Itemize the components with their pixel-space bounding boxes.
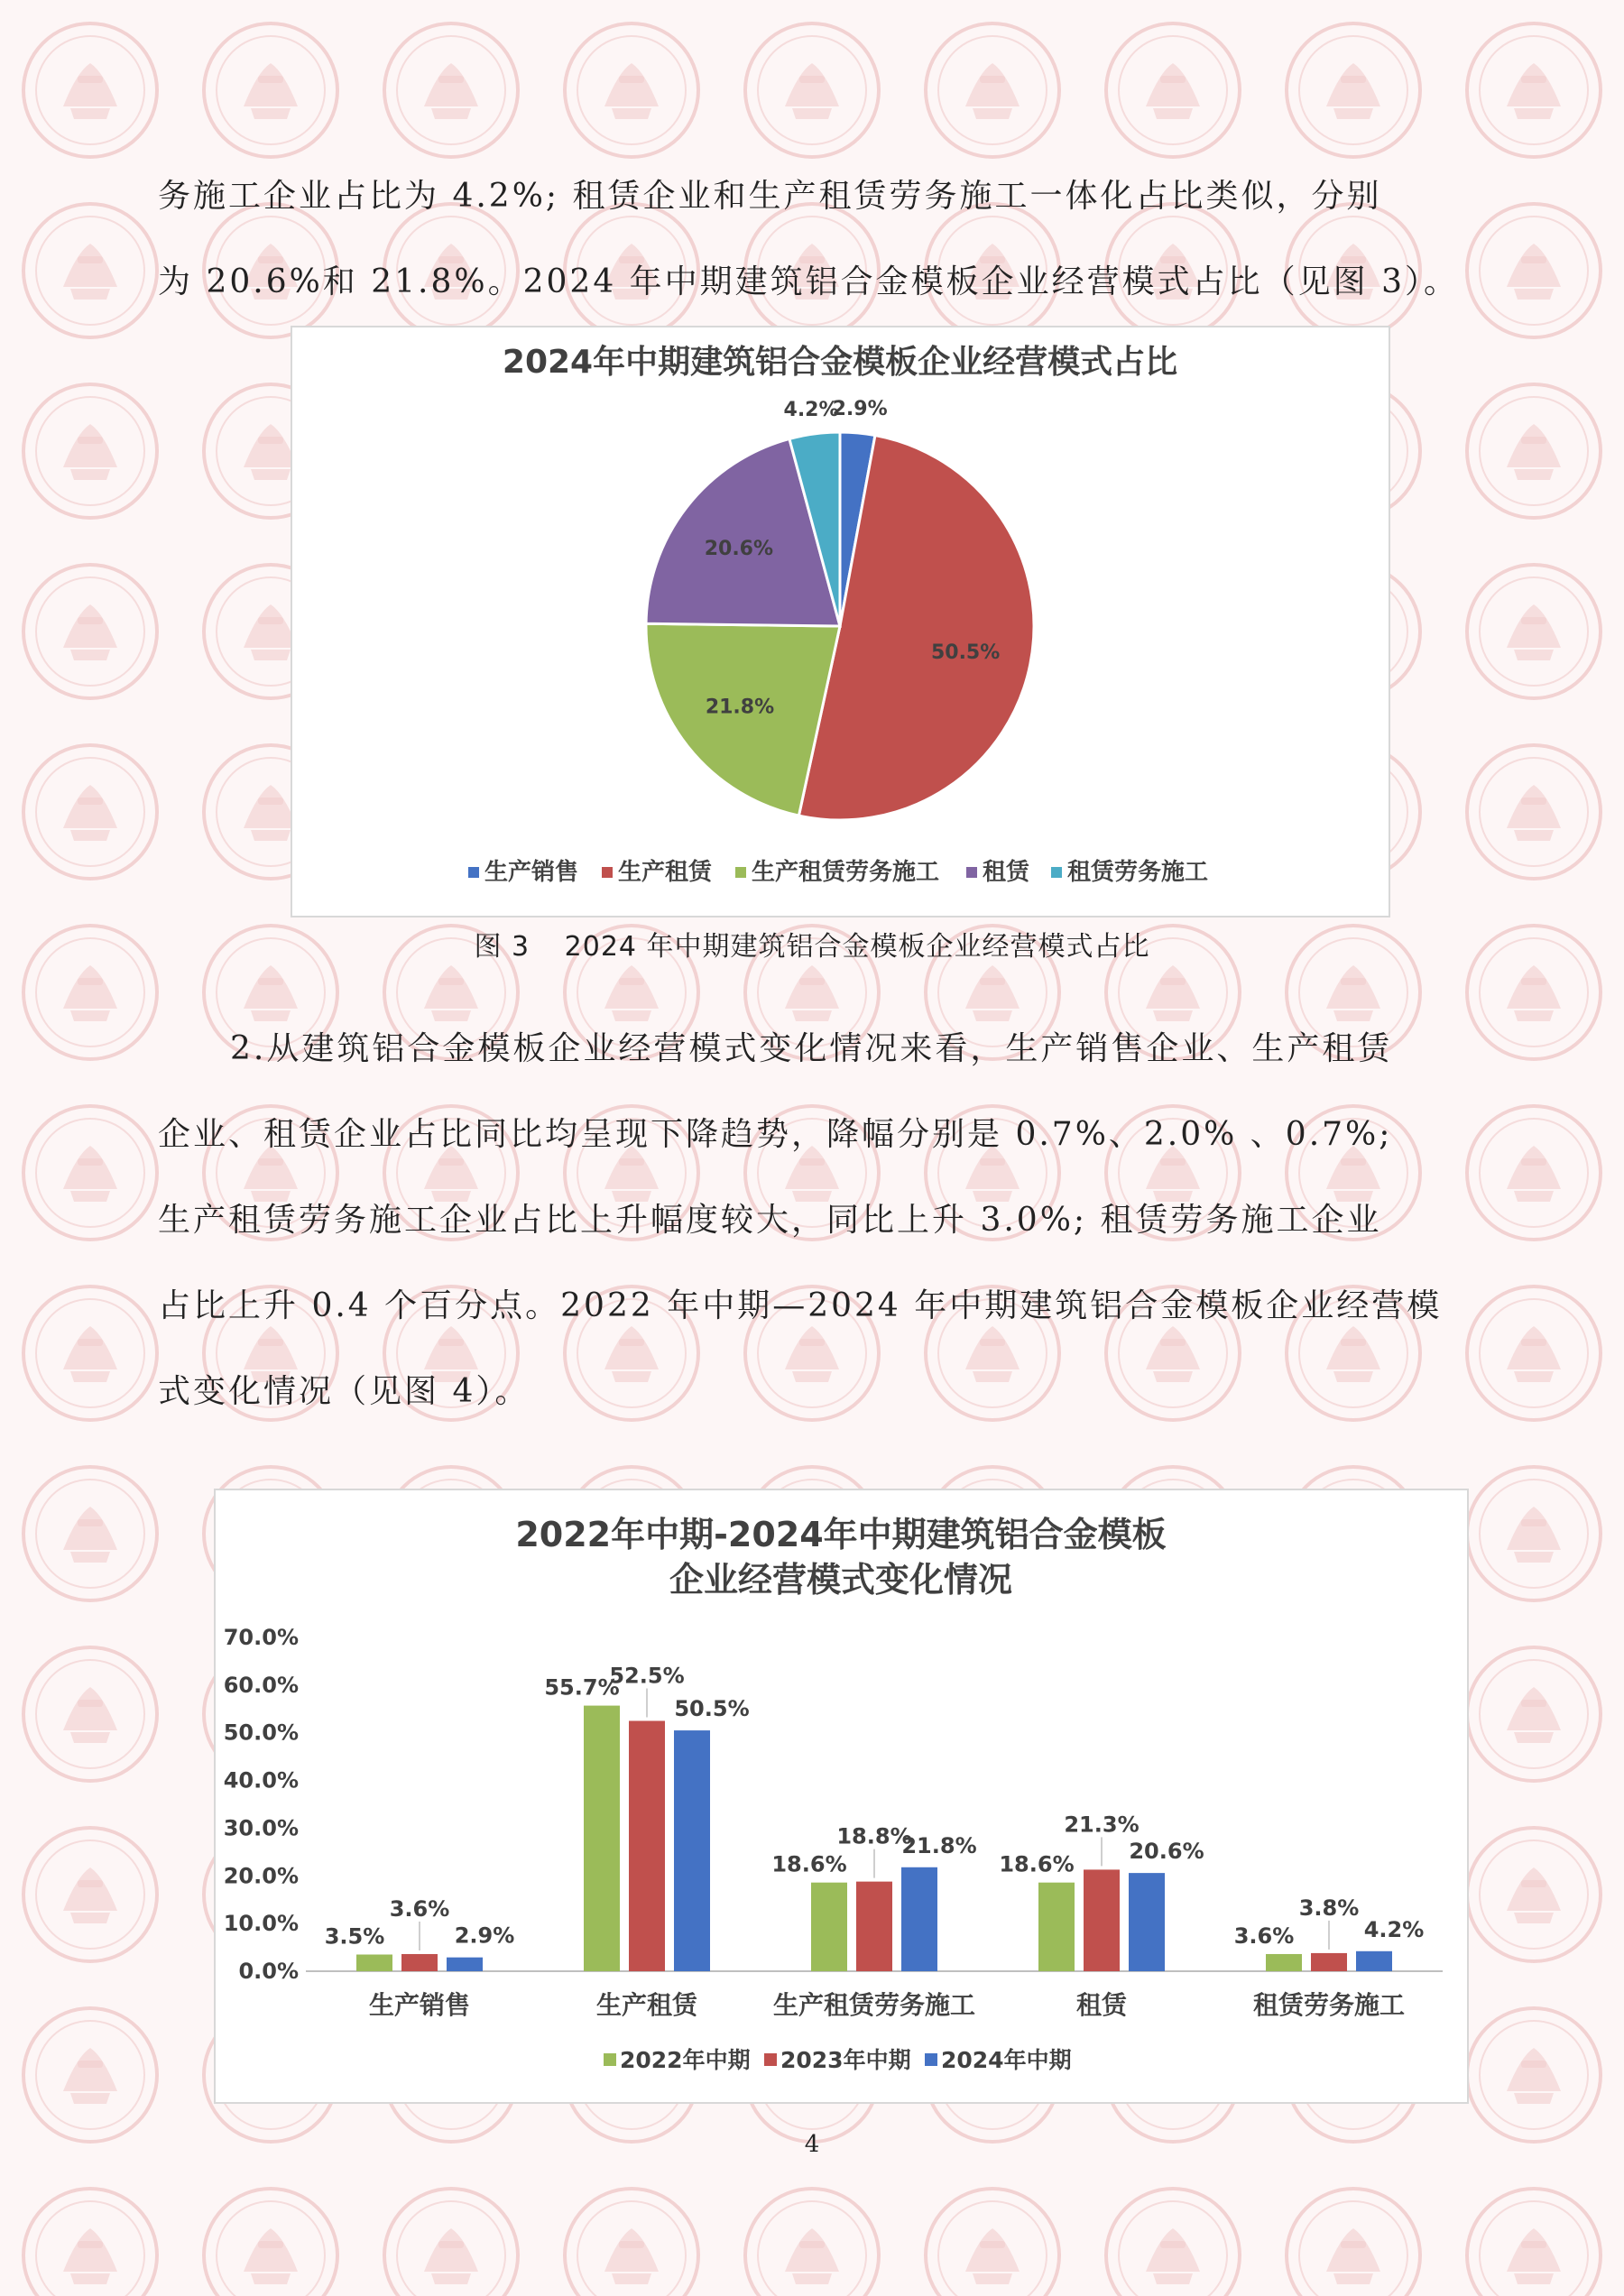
bar-data-label: 18.6%: [771, 1851, 847, 1877]
pie-legend-swatch: [966, 867, 977, 878]
bar-legend-label: 2022年中期: [620, 2047, 751, 2073]
bar: [674, 1730, 710, 1971]
bar-legend-label: 2023年中期: [780, 2047, 911, 2073]
x-category-label: 生产租赁劳务施工: [772, 1990, 976, 2020]
bar: [447, 1958, 483, 1971]
pie-data-label: 2.9%: [832, 398, 888, 421]
bar: [1356, 1951, 1392, 1971]
bar: [1266, 1954, 1302, 1971]
pie-data-label: 50.5%: [930, 641, 1001, 664]
bar-chart-figure-4: [214, 1489, 1469, 2104]
bar-chart-title-line-2: 企业经营模式变化情况: [669, 1560, 1013, 1600]
figure-3-caption: [0, 924, 1624, 964]
bar-data-label: 55.7%: [544, 1674, 620, 1701]
bar: [1084, 1869, 1120, 1971]
y-tick-label: 70.0%: [223, 1625, 299, 1650]
bar-data-label: 21.8%: [901, 1832, 977, 1858]
pie-chart-title: 2024年中期建筑铝合金模板企业经营模式占比: [502, 344, 1178, 381]
y-tick-label: 30.0%: [223, 1815, 299, 1841]
paragraph-1-line: 务施工企业占比为 4.2%; 租赁企业和生产租赁劳务施工一体化占比类似，分别: [158, 178, 1382, 215]
paragraph-2-line: 生产租赁劳务施工企业占比上升幅度较大，同比上升 3.0%; 租赁劳务施工企业: [158, 1202, 1382, 1239]
bar-data-label: 50.5%: [674, 1696, 750, 1722]
y-tick-label: 50.0%: [223, 1720, 299, 1746]
x-category-label: 生产销售: [368, 1990, 471, 2020]
pie-legend-swatch: [735, 867, 746, 878]
bar-data-label: 21.3%: [1064, 1812, 1140, 1838]
bar-data-label: 18.8%: [836, 1823, 912, 1849]
bar: [1038, 1883, 1075, 1971]
y-tick-label: 20.0%: [223, 1863, 299, 1889]
bar-legend-label: 2024年中期: [941, 2047, 1072, 2073]
paragraph-2-line: 企业、租赁企业占比同比均呈现下降趋势，降幅分别是 0.7%、2.0% 、0.7%;: [158, 1116, 1393, 1153]
bar-chart-title-line-1: 2022年中期-2024年中期建筑铝合金模板: [515, 1515, 1167, 1554]
pie-legend-label: 租赁: [983, 859, 1030, 886]
pie-chart: [292, 327, 1389, 916]
bar-data-label: 3.5%: [324, 1923, 385, 1950]
pie-legend-label: 租赁劳务施工: [1067, 859, 1209, 886]
x-category-label: 租赁: [1075, 1990, 1128, 2020]
pie-chart-figure-3: [291, 326, 1390, 917]
paragraph-2-line: 2.从建筑铝合金模板企业经营模式变化情况来看，生产销售企业、生产租赁: [230, 1030, 1393, 1067]
bar-chart: [216, 1490, 1467, 2102]
bar-data-label: 3.6%: [389, 1895, 450, 1922]
pie-legend-label: 生产租赁: [618, 859, 713, 886]
bar: [856, 1882, 892, 1971]
pie-data-label: 21.8%: [705, 696, 775, 719]
bar: [1311, 1953, 1347, 1971]
figure-3-caption-text: 2024 年中期建筑铝合金模板企业经营模式占比: [564, 931, 1150, 963]
paragraph-2: [158, 1006, 1475, 1434]
pie-data-label: 20.6%: [704, 538, 774, 561]
bar-data-label: 18.6%: [999, 1851, 1075, 1877]
bar: [401, 1954, 438, 1971]
y-tick-label: 60.0%: [223, 1672, 299, 1698]
bar-legend-swatch: [604, 2053, 616, 2066]
bar: [1129, 1873, 1165, 1971]
y-tick-label: 40.0%: [223, 1767, 299, 1793]
bar-data-label: 2.9%: [454, 1923, 515, 1949]
page-number: 4: [804, 2131, 820, 2158]
pie-legend-label: 生产租赁劳务施工: [752, 859, 940, 886]
figure-3-caption-label: 图 3: [474, 931, 531, 963]
bar-data-label: 3.8%: [1298, 1895, 1360, 1921]
y-tick-label: 10.0%: [223, 1911, 299, 1937]
bar: [629, 1721, 665, 1972]
paragraph-1: [158, 153, 1475, 325]
pie-legend-swatch: [602, 867, 613, 878]
bar-data-label: 20.6%: [1129, 1839, 1204, 1865]
bar: [356, 1955, 392, 1972]
y-tick-label: 0.0%: [238, 1959, 299, 1984]
bar-data-label: 4.2%: [1363, 1916, 1425, 1942]
bar: [901, 1867, 937, 1971]
bar-legend-swatch: [925, 2053, 937, 2066]
paragraph-2-line: 占比上升 0.4 个百分点。2022 年中期—2024 年中期建筑铝合金模板企业经营模: [158, 1287, 1443, 1324]
x-category-label: 租赁劳务施工: [1252, 1990, 1406, 2020]
bar-data-label: 3.6%: [1233, 1923, 1295, 1949]
pie-legend-label: 生产销售: [484, 859, 579, 886]
x-category-label: 生产租赁: [595, 1990, 698, 2020]
pie-legend-swatch: [1051, 867, 1062, 878]
paragraph-1-line: 为 20.6%和 21.8%。2024 年中期建筑铝合金模板企业经营模式占比（见图 3）。: [158, 263, 1460, 300]
pie-legend-swatch: [468, 867, 479, 878]
pie-data-label: 4.2%: [783, 399, 839, 422]
bar: [811, 1883, 847, 1971]
bar: [584, 1706, 620, 1971]
paragraph-2-line: 式变化情况（见图 4）。: [158, 1373, 531, 1410]
bar-legend-swatch: [764, 2053, 777, 2066]
bar-data-label: 52.5%: [609, 1663, 685, 1689]
